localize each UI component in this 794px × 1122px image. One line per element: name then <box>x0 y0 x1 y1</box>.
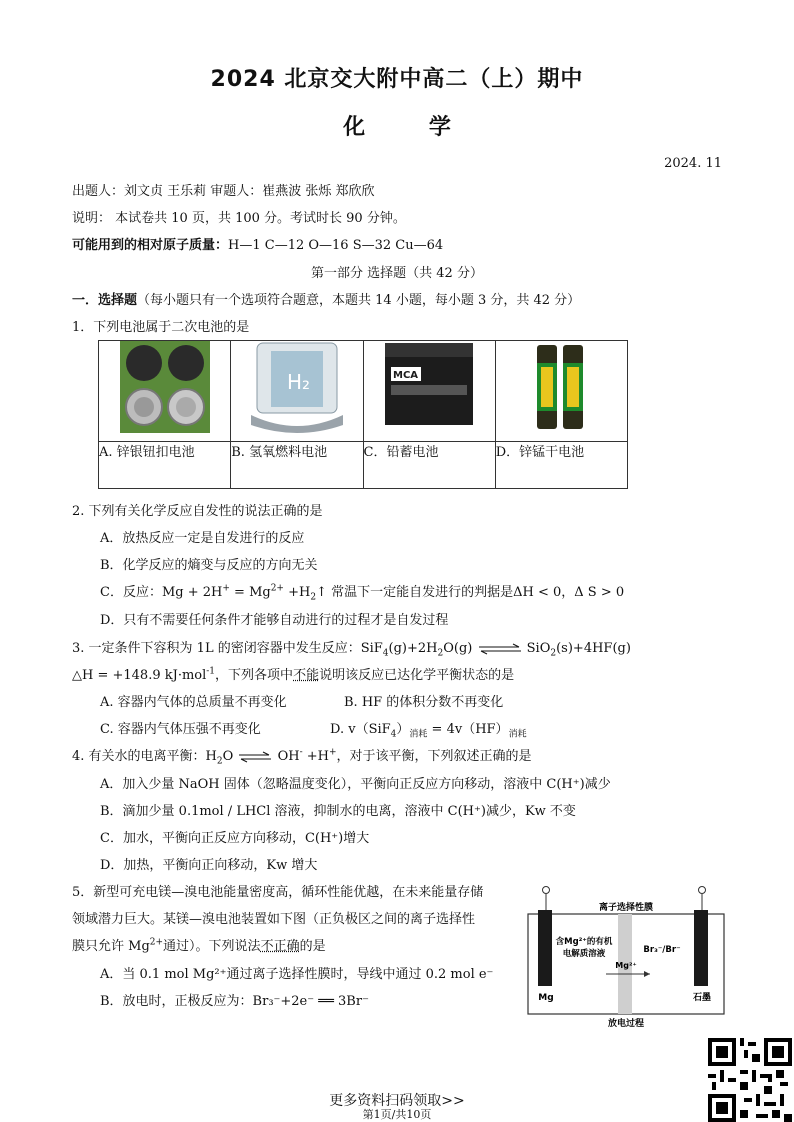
q5-line3-2: 通过）。下列说法 <box>163 939 261 954</box>
terminal-left <box>543 887 550 894</box>
q1-stem: 1．下列电池属于二次电池的是 <box>72 320 250 335</box>
q1-option-d: D．锌锰干电池 <box>495 442 627 489</box>
equilibrium-arrow-icon <box>477 643 523 655</box>
diagram-caption: 放电过程 <box>607 1019 645 1029</box>
battery-image-d <box>495 341 627 442</box>
exam-date: 2024. 11 <box>664 156 722 171</box>
q3-d-2: ） <box>396 722 410 737</box>
atomic-mass-label: 可能用到的相对原子质量： <box>72 238 229 253</box>
q3-d-1: D. v（SiF <box>330 722 391 737</box>
q2-option-c: C．反应：$Mg + 2H^+ = Mg^{2+}$ $+H_2↑$ 常温下一定能自发进行的判据是ΔH < 0，Δ S > 0 <box>100 583 625 603</box>
terminal-right <box>699 887 706 894</box>
q5-line3-3: 的是 <box>299 939 326 954</box>
atomic-mass-line <box>72 234 443 253</box>
membrane-label: 离子选择性膜 <box>598 903 654 913</box>
q3-stem-1: 3. 一定条件下容积为 1L 的密闭容器中发生反应：SiF <box>72 641 383 656</box>
left-solution-label: 含Mg²⁺的有机 <box>555 937 613 947</box>
q3-option-d: D. $v(SiF_4)_{消耗} = 4v(HF)_{消耗}$ <box>330 722 527 740</box>
q3-d-sub2: 消耗 <box>508 729 527 740</box>
q3-stem-line2: △H = +148.9 kJ·mol$^{-1}$，下列各项中不能说明该反应已达化学平衡状态的是 <box>72 666 515 683</box>
q4-stem-4: +H <box>302 749 329 764</box>
q3-not-emphasis: 不能 <box>293 668 320 683</box>
q2-option-b: B．化学反应的熵变与反应的方向无关 <box>100 558 318 573</box>
q4-stem: 4. 有关水的电离平衡：$H_2O$ OH- +H+，对于该平衡，下列叙述正确的是 <box>72 747 532 767</box>
q5-stem-line3: 膜只允许 $Mg^{2+}$通过）。下列说法不正确的是 <box>72 937 326 954</box>
battery-image-c <box>363 341 495 442</box>
equilibrium-arrow-icon <box>237 751 273 763</box>
q2-option-a: A．放热反应一定是自发进行的反应 <box>100 531 305 546</box>
q2-c-text-2: = Mg <box>229 585 271 600</box>
graphite-label: 石墨 <box>692 993 712 1003</box>
authors-line: 出题人：刘文贞 王乐莉 审题人：崔燕波 张烁 郑欣欣 <box>72 184 375 199</box>
arrow-head <box>644 971 650 977</box>
button-battery-icon <box>120 341 210 433</box>
q5-incorrect-emphasis: 不正确 <box>260 939 300 954</box>
qr-code-icon[interactable] <box>708 1038 792 1122</box>
graphite-electrode <box>694 910 708 986</box>
q4-option-d: D．加热，平衡向正向移动，Kw 增大 <box>100 858 318 873</box>
atomic-mass-values: H—1 C—12 O—16 S—32 Cu—64 <box>228 238 444 253</box>
q4-option-c: C．加水，平衡向正反应方向移动，C(H⁺)增大 <box>100 831 370 846</box>
q3-option-c: C. 容器内气体压强不再变化 <box>100 722 261 737</box>
q5-stem-line2: 领域潜力巨大。某镁—溴电池装置如下图（正负极区之间的离子选择性 <box>72 912 476 927</box>
q4-stem-5: ，对于该平衡，下列叙述正确的是 <box>336 749 532 764</box>
q3-option-a: A. 容器内气体的总质量不再变化 <box>100 695 287 710</box>
left-solution-label-2: 电解质溶液 <box>562 949 606 959</box>
q3-stem-3: O(g) <box>443 641 473 656</box>
q2-c-text-4: ↑ 常温下一定能自发进行的判据是ΔH < 0，Δ S > 0 <box>316 585 625 600</box>
section-heading <box>72 289 580 308</box>
q1-option-b: B. 氢氧燃料电池 <box>231 442 363 489</box>
q4-option-a: A．加入少量 NaOH 固体（忽略温度变化），平衡向正反应方向移动，溶液中 C(H⁺)减少 <box>100 777 611 792</box>
lead-acid-battery-icon <box>381 341 477 427</box>
q4-stem-1: 4. 有关水的电离平衡：H <box>72 749 217 764</box>
subject-title: 化 学 <box>343 115 479 140</box>
q1-option-a: A. 锌银钮扣电池 <box>99 442 231 489</box>
mg-br-battery-diagram <box>526 880 726 1030</box>
q5-option-b: B．放电时，正极反应为：Br₃⁻+2e⁻ ══ 3Br⁻ <box>100 994 369 1009</box>
q1-option-c: C．铅蓄电池 <box>363 442 495 489</box>
ion-label: Mg²⁺ <box>615 961 637 970</box>
q3-line2-1: △H = +148.9 kJ·mol <box>72 668 207 683</box>
footer-promo[interactable]: 更多资料扫码领取>> <box>329 1093 465 1109</box>
mg-label: Mg <box>538 993 554 1003</box>
q3-stem-4: SiO <box>526 641 551 656</box>
section-label: 一．选择题 <box>72 293 138 308</box>
fuel-cell-icon <box>247 341 347 433</box>
q3-d-sub1: 消耗 <box>409 729 428 740</box>
q2-c-text-3: +H <box>283 585 311 600</box>
svg-text:MCA: MCA <box>393 370 419 381</box>
battery-image-a <box>99 341 231 442</box>
section-note: （每小题只有一个选项符合题意，本题共 14 小题，每小题 3 分，共 42 分） <box>137 293 581 308</box>
q2-stem: 2. 下列有关化学反应自发性的说法正确的是 <box>72 504 323 519</box>
q3-stem: 3. 一定条件下容积为 1L 的密闭容器中发生反应：$SiF_4(g)+2H_2O(g)$ SiO$_2$(s)+4HF(g) <box>72 641 631 659</box>
part1-title: 第一部分 选择题（共 42 分） <box>311 266 483 281</box>
q2-c-text-1: C．反应：Mg + 2H <box>100 585 223 600</box>
q3-option-b: B. HF 的体积分数不再变化 <box>344 695 504 710</box>
svg-text:H₂: H₂ <box>286 370 310 394</box>
q4-option-b: B．滴加少量 0.1mol / LHCl 溶液，抑制水的电离，溶液中 C(H⁺)减少，Kw 不变 <box>100 804 576 819</box>
dry-cell-battery-icon <box>531 341 591 433</box>
instructions-line: 说明： 本试卷共 10 页，共 100 分。考试时长 90 分钟。 <box>72 211 406 226</box>
page-title: 2024 北京交大附中高二（上）期中 <box>210 67 584 92</box>
q5-stem-line1: 5．新型可充电镁—溴电池能量密度高，循环性能优越，在未来能量存储 <box>72 885 484 900</box>
q4-stem-2: O <box>222 749 234 764</box>
q3-d-3: = 4v（HF） <box>427 722 509 737</box>
mg-electrode <box>538 910 552 986</box>
battery-image-b <box>231 341 363 442</box>
q3-line2-3: 说明该反应已达化学平衡状态的是 <box>319 668 515 683</box>
q3-stem-2: (g)+2H <box>388 641 438 656</box>
q1-battery-table <box>98 340 628 489</box>
page-number: 第1页/共10页 <box>362 1108 432 1121</box>
q3-stem-5: (s)+4HF(g) <box>556 641 631 656</box>
q2-option-d: D．只有不需要任何条件才能够自动进行的过程才是自发过程 <box>100 613 449 628</box>
right-solution-label: Br₃⁻/Br⁻ <box>643 945 681 955</box>
q5-option-a: A．当 0.1 mol Mg²⁺通过离子选择性膜时，导线中通过 0.2 mol e⁻ <box>100 967 494 982</box>
q5-line3-1: 膜只允许 Mg <box>72 939 150 954</box>
q3-line2-2: ，下列各项中 <box>215 668 294 683</box>
q4-stem-3: OH <box>277 749 300 764</box>
